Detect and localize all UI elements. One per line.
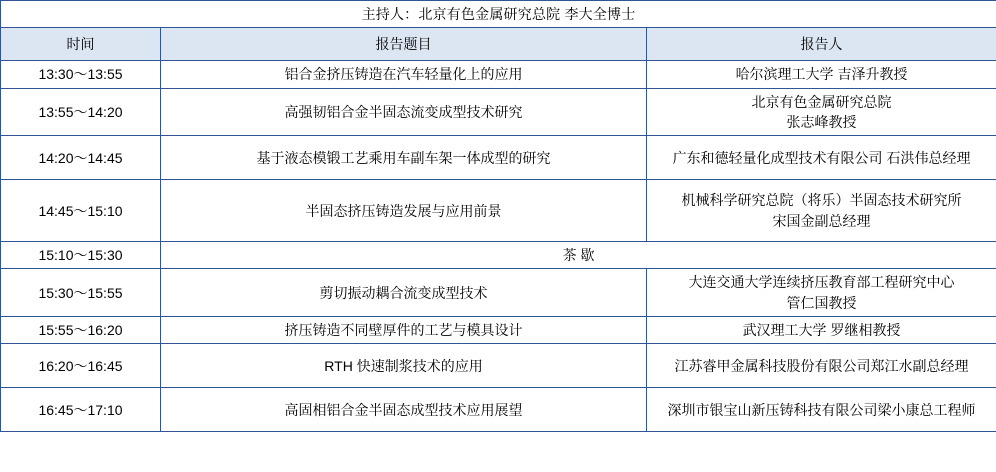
column-header-topic: 报告题目 <box>161 28 647 61</box>
cell-topic: 剪切振动耦合流变成型技术 <box>161 269 647 317</box>
cell-topic: 半固态挤压铸造发展与应用前景 <box>161 180 647 242</box>
cell-speaker: 机械科学研究总院（将乐）半固态技术研究所 宋国金副总经理 <box>647 180 996 242</box>
column-header-speaker: 报告人 <box>647 28 996 61</box>
host-title-row <box>1 1 996 28</box>
cell-time: 15:30～15:55 <box>1 269 161 317</box>
cell-time: 15:55～16:20 <box>1 317 161 344</box>
cell-topic: RTH 快速制浆技术的应用 <box>161 344 647 388</box>
table-row <box>1 61 996 88</box>
table-row <box>1 388 996 432</box>
table-row <box>1 180 996 242</box>
cell-time: 13:30～13:55 <box>1 61 161 88</box>
cell-speaker: 哈尔滨理工大学 吉泽升教授 <box>647 61 996 88</box>
table-header-row <box>1 28 996 61</box>
cell-time: 14:20～14:45 <box>1 136 161 180</box>
cell-time: 13:55～14:20 <box>1 88 161 136</box>
table-row <box>1 136 996 180</box>
cell-topic: 高固相铝合金半固态成型技术应用展望 <box>161 388 647 432</box>
cell-topic: 高强韧铝合金半固态流变成型技术研究 <box>161 88 647 136</box>
cell-speaker: 深圳市银宝山新压铸科技有限公司梁小康总工程师 <box>647 388 996 432</box>
cell-topic: 铝合金挤压铸造在汽车轻量化上的应用 <box>161 61 647 88</box>
table-body <box>1 1 996 432</box>
cell-topic: 基于液态模锻工艺乘用车副车架一体成型的研究 <box>161 136 647 180</box>
cell-speaker: 北京有色金属研究总院 张志峰教授 <box>647 88 996 136</box>
cell-time: 15:10～15:30 <box>1 242 161 269</box>
cell-speaker: 江苏睿甲金属科技股份有限公司郑江水副总经理 <box>647 344 996 388</box>
table-row <box>1 88 996 136</box>
host-line: 主持人：北京有色金属研究总院 李大全博士 <box>1 1 996 28</box>
table-row <box>1 269 996 317</box>
cell-time: 16:20～16:45 <box>1 344 161 388</box>
cell-time: 14:45～15:10 <box>1 180 161 242</box>
cell-break: 茶 歇 <box>161 242 996 269</box>
cell-speaker: 广东和德轻量化成型技术有限公司 石洪伟总经理 <box>647 136 996 180</box>
table-row <box>1 317 996 344</box>
column-header-time: 时间 <box>1 28 161 61</box>
cell-time: 16:45～17:10 <box>1 388 161 432</box>
cell-speaker: 武汉理工大学 罗继相教授 <box>647 317 996 344</box>
cell-topic: 挤压铸造不同壁厚件的工艺与模具设计 <box>161 317 647 344</box>
table-row <box>1 242 996 269</box>
table-row <box>1 344 996 388</box>
cell-speaker: 大连交通大学连续挤压教育部工程研究中心 管仁国教授 <box>647 269 996 317</box>
